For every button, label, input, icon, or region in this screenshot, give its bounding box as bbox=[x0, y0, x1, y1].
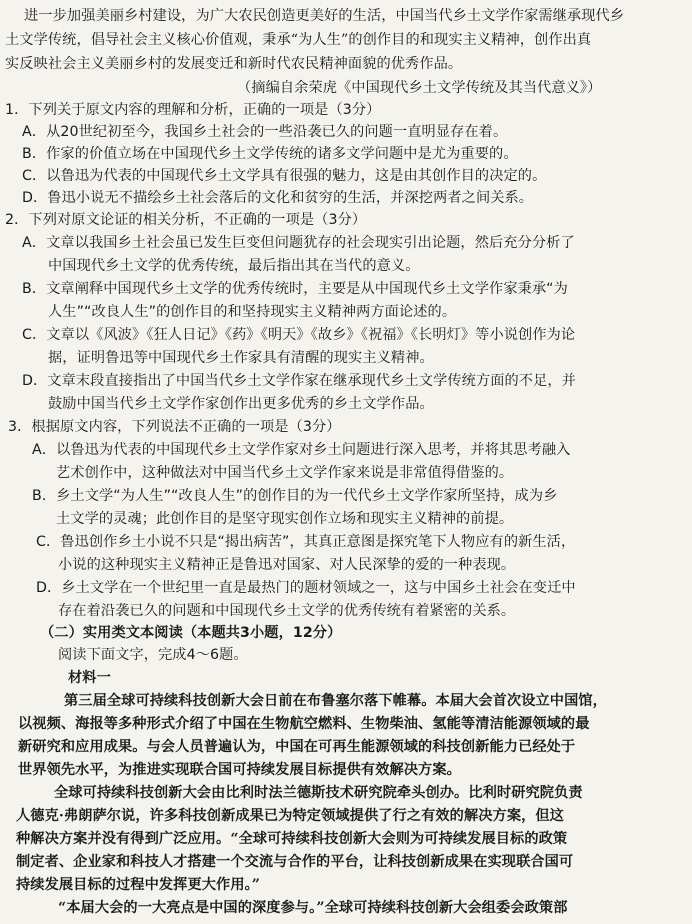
q2-option-a-cont: 中国现代乡土文学的优秀传统，最后指出其在当代的意义。 bbox=[48, 258, 420, 274]
passage-line: 新研究和应用成果。与会人员普遍认为，中国在可再生能源领域的科技创新能力已经处于 bbox=[18, 739, 576, 755]
section-instruction: 阅读下面文字，完成4～6题。 bbox=[58, 647, 248, 663]
passage-line: 制定者、企业家和科技人才搭建一个交流与合作的平台，让科技创新成果在实现联合国可 bbox=[16, 854, 574, 870]
q1-option-a: A．从20世纪初至今，我国乡土社会的一些沿袭已久的问题一直明显存在着。 bbox=[22, 124, 508, 140]
source-citation: （摘编自余荣虎《中国现代乡土文学传统及其当代意义》） bbox=[237, 80, 602, 96]
q1-option-c: C．以鲁迅为代表的中国现代乡土文学具有很强的魅力，这是由其创作目的决定的。 bbox=[22, 168, 547, 184]
passage-line: 进一步加强美丽乡村建设，为广大农民创造更美好的生活，中国当代乡土文学作家需继承现代乡 bbox=[24, 8, 625, 24]
passage-line: “本届大会的一大亮点是中国的深度参与。”全球可持续科技创新大会组委会政策部 bbox=[58, 900, 568, 916]
q3-option-b: B．乡土文学“为人生”“改良人生”的创作目的为一代代乡土文学作家所坚持，成为乡 bbox=[32, 488, 558, 504]
q2-option-a: A．文章以我国乡土社会虽已发生巨变但问题犹存的社会现实引出论题，然后充分分析了 bbox=[22, 235, 575, 251]
q1-option-b: B．作家的价值立场在中国现代乡土文学传统的诸多文学问题中是尤为重要的。 bbox=[22, 146, 518, 162]
q2-option-d-cont: 鼓励中国当代乡土文学作家创作出更多优秀的乡土文学作品。 bbox=[48, 396, 434, 412]
passage-line: 全球可持续科技创新大会由比利时法兰德斯技术研究院牵头创办。比利时研究院负责 bbox=[54, 785, 583, 801]
question-3-stem: 3．根据原文内容，下列说法不正确的一项是（3分） bbox=[8, 419, 341, 435]
q3-option-d-cont: 存在着沿袭已久的问题和中国现代乡土文学的优秀传统有着紧密的关系。 bbox=[58, 603, 516, 619]
q3-option-c-cont: 小说的这种现实主义精神正是鲁迅对国家、对人民深挚的爱的一种表现。 bbox=[58, 557, 516, 573]
passage-line: 人德克·弗朗萨尔说，许多科技创新成果已为特定领域提供了行之有效的解决方案，但这 bbox=[16, 808, 564, 824]
q2-option-b: B．文章阐释中国现代乡土文学的优秀传统时，主要是从中国现代乡土文学作家秉承“为 bbox=[22, 281, 568, 297]
section-heading: （二）实用类文本阅读（本题共3小题，12分） bbox=[40, 625, 342, 641]
material-title: 材料一 bbox=[68, 670, 111, 686]
q3-option-a-cont: 艺术创作中，这种做法对中国当代乡土文学作家来说是非常值得借鉴的。 bbox=[56, 465, 514, 481]
q2-option-d: D．文章末段直接指出了中国当代乡土文学作家在继承现代乡土文学传统方面的不足，并 bbox=[22, 373, 576, 389]
passage-line: 土文学传统，倡导社会主义核心价值观，秉承“为人生”的创作目的和现实主义精神，创作出真 bbox=[5, 32, 592, 48]
passage-line: 第三届全球可持续科技创新大会日前在布鲁塞尔落下帷幕。本届大会首次设立中国馆， bbox=[64, 693, 607, 709]
question-2-stem: 2．下列对原文论证的相关分析，不正确的一项是（3分） bbox=[5, 212, 367, 228]
passage-line: 世界领先水平，为推进实现联合国可持续发展目标提供有效解决方案。 bbox=[18, 762, 461, 778]
q1-option-d: D．鲁迅小说无不描绘乡土社会落后的文化和贫穷的生活，并深挖两者之间关系。 bbox=[22, 190, 534, 206]
q3-option-d: D．乡土文学在一个世纪里一直是最热门的题材领域之一，这与中国乡土社会在变迁中 bbox=[36, 580, 576, 596]
q3-option-a: A．以鲁迅为代表的中国现代乡土文学作家对乡土问题进行深入思考，并将其思考融入 bbox=[32, 442, 571, 458]
q3-option-c: C．鲁迅创作乡土小说不只是“揭出病苦”，其真正意图是探究笔下人物应有的新生活， bbox=[36, 534, 576, 550]
question-1-stem: 1．下列关于原文内容的理解和分析，正确的一项是（3分） bbox=[5, 102, 381, 118]
q2-option-c: C．文章以《风波》《狂人日记》《药》《明天》《故乡》《祝福》《长明灯》等小说创作为论 bbox=[22, 327, 576, 343]
passage-line: 种解决方案并没有得到广泛应用。“全球可持续科技创新大会则为可持续发展目标的政策 bbox=[16, 831, 568, 847]
q2-option-b-cont: 人生”“改良人生”的创作目的和坚持现实主义精神两方面论述的。 bbox=[48, 304, 457, 320]
q2-option-c-cont: 据，证明鲁迅等中国现代乡土作家具有清醒的现实主义精神。 bbox=[48, 350, 434, 366]
passage-line: 持续发展目标的过程中发挥更大作用。” bbox=[16, 877, 261, 893]
q3-option-b-cont: 土文学的灵魂；此创作目的是坚守现实创作立场和现实主义精神的前提。 bbox=[56, 511, 514, 527]
passage-line: 实反映社会主义美丽乡村的发展变迁和新时代农民精神面貌的优秀作品。 bbox=[5, 56, 463, 72]
passage-line: 以视频、海报等多种形式介绍了中国在生物航空燃料、生物柴油、氢能等清洁能源领域的最 bbox=[18, 716, 590, 732]
